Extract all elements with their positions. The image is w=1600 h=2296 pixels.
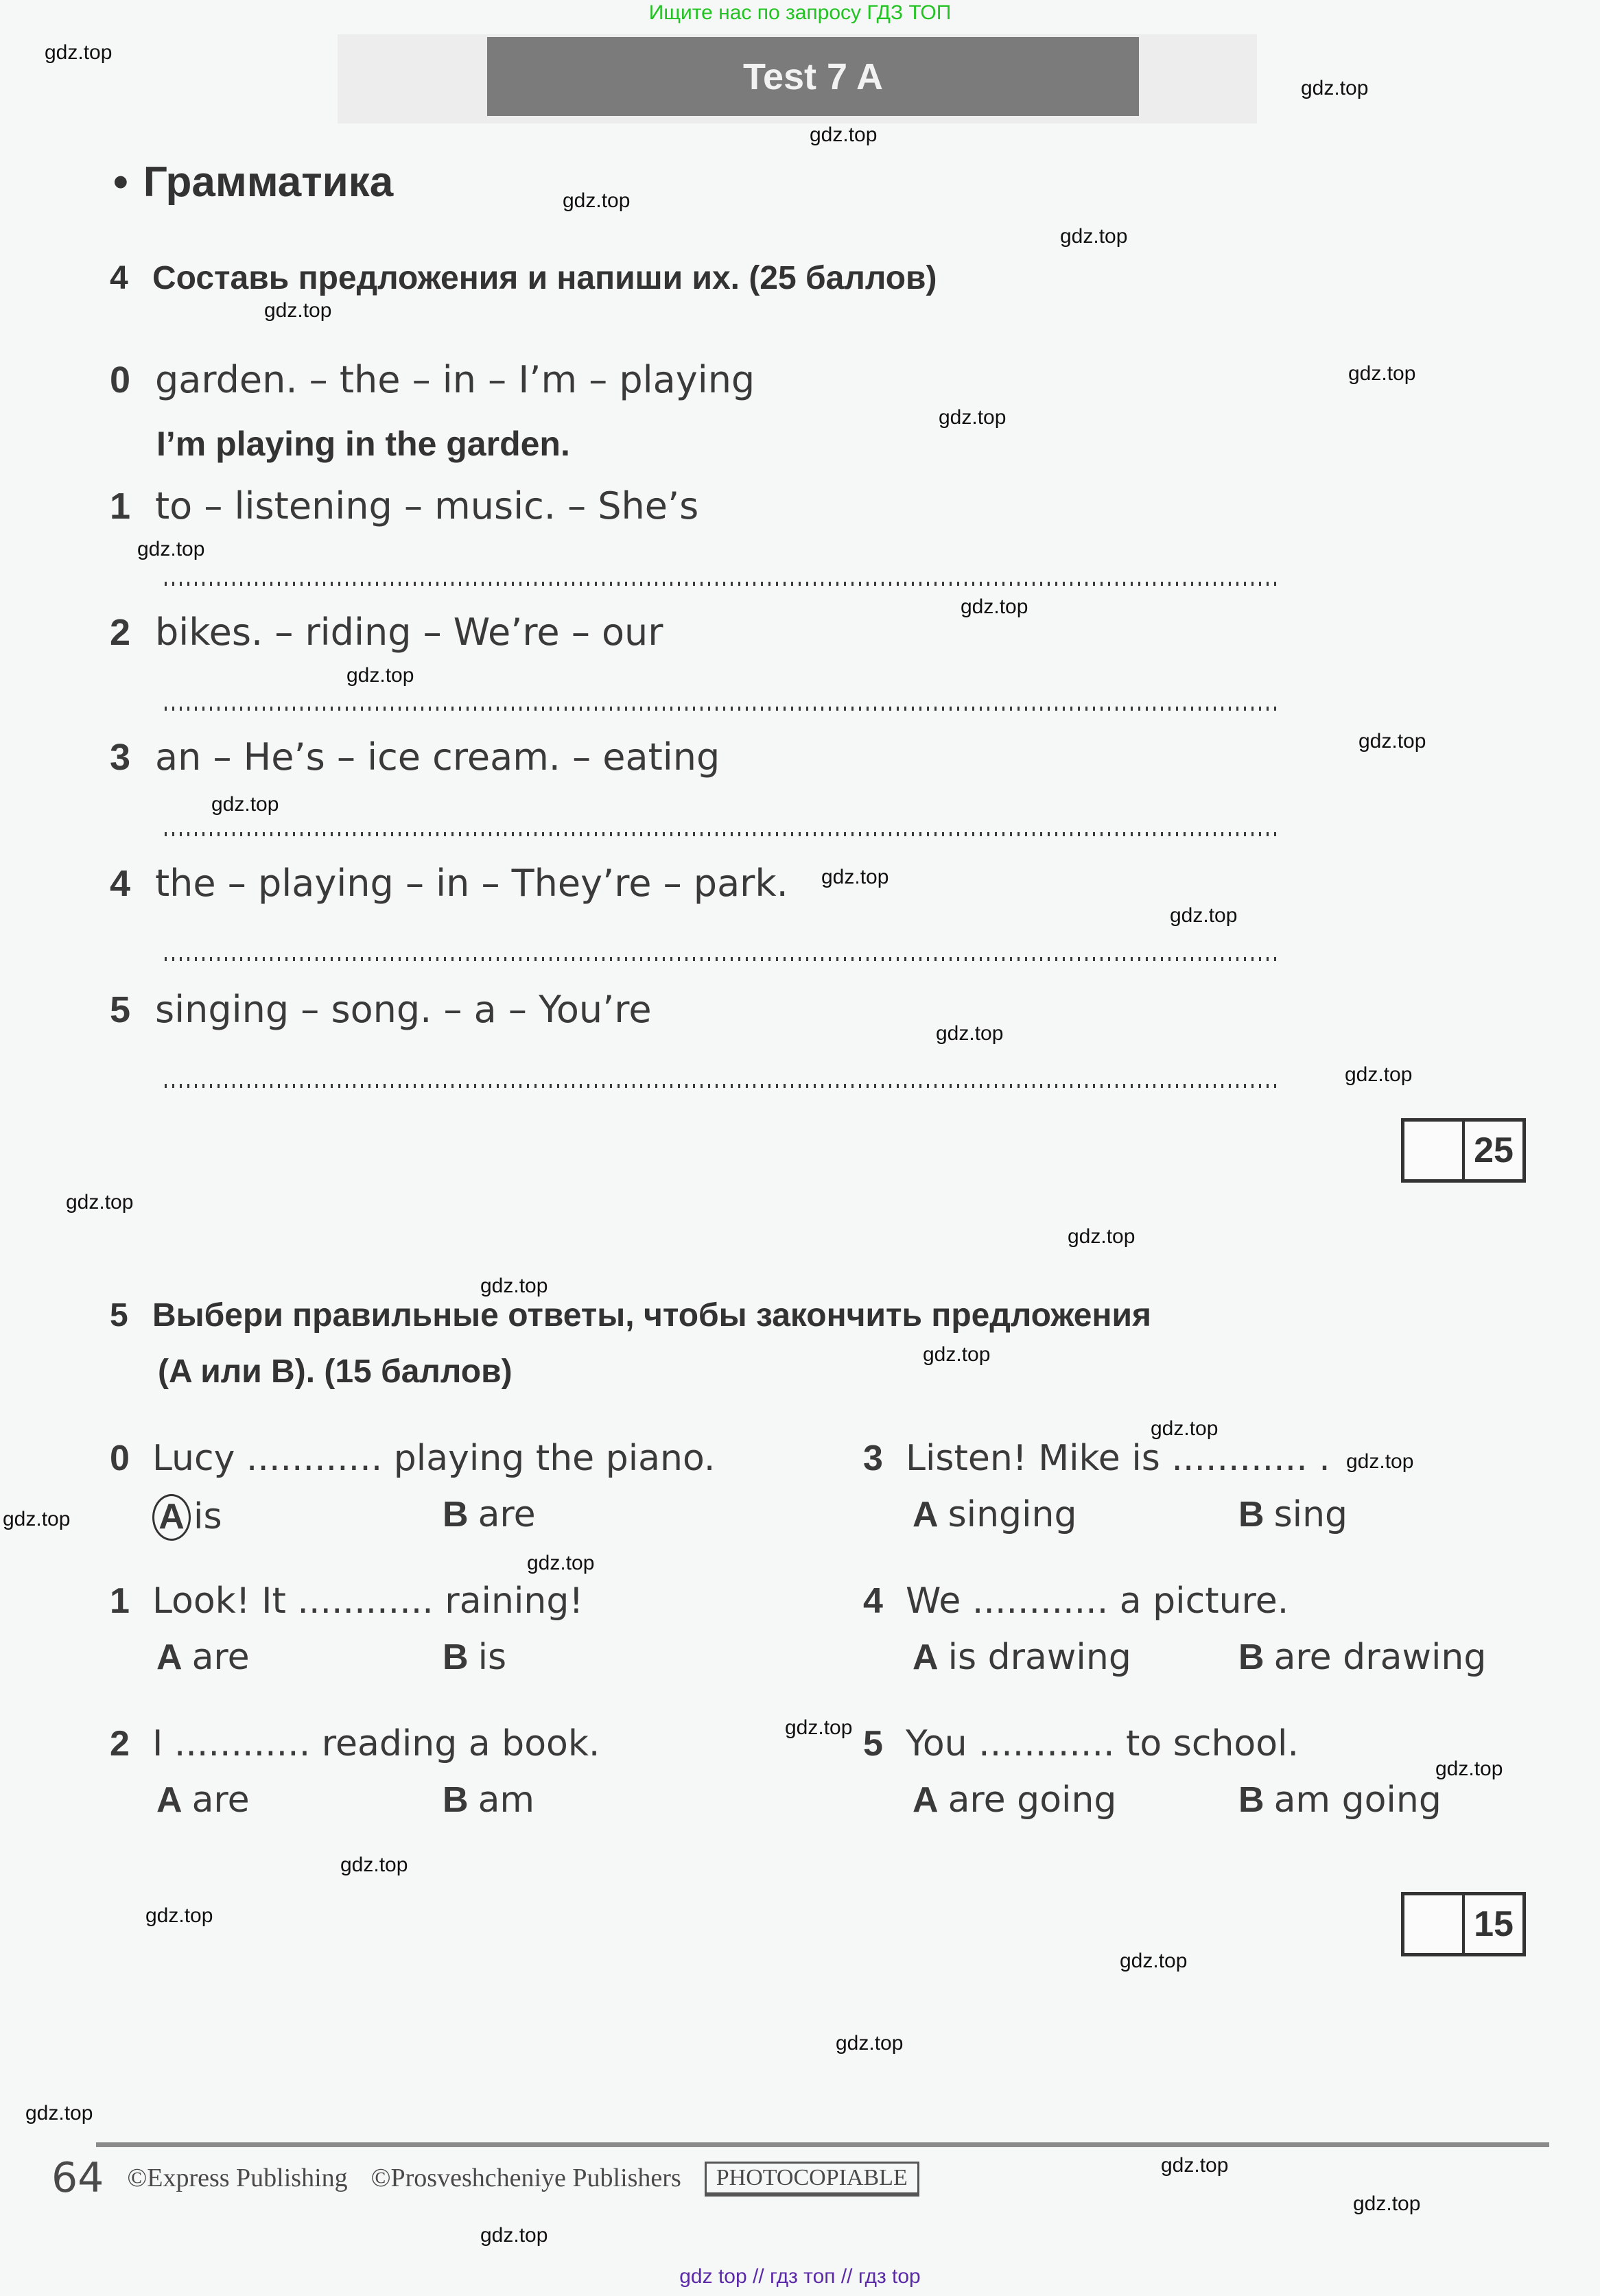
scrambled-words: to – listening – music. – She’s — [155, 484, 699, 528]
item-number: 2 — [110, 612, 131, 653]
section-title: Грамматика — [143, 158, 394, 206]
question-3 — [863, 1438, 1330, 1479]
watermark: gdz.top — [45, 41, 113, 64]
option-letter: B — [1238, 1780, 1264, 1820]
question-4-option-a[interactable] — [913, 1637, 1131, 1678]
watermark: gdz.top — [563, 189, 631, 212]
question-1-option-b[interactable] — [443, 1637, 506, 1678]
instruction-text: Выбери правильные ответы, чтобы закончить предложения — [152, 1297, 1151, 1334]
question-text: Look! It ............ raining! — [152, 1581, 584, 1622]
watermark: gdz.top — [264, 299, 332, 322]
option-letter: B — [1238, 1495, 1264, 1535]
option-letter: B — [443, 1780, 469, 1820]
option-text: is — [193, 1496, 222, 1537]
bullet-icon: • — [113, 158, 128, 206]
question-3-option-b[interactable] — [1238, 1494, 1348, 1535]
scrambled-words: garden. – the – in – I’m – playing — [155, 358, 755, 401]
example-answer: I’m playing in the garden. — [156, 425, 570, 463]
page-number: 64 — [51, 2154, 104, 2202]
question-1 — [110, 1581, 583, 1622]
watermark: gdz.top — [527, 1552, 595, 1574]
option-text: are going — [948, 1779, 1117, 1821]
score-box-exercise-4 — [1401, 1118, 1526, 1183]
question-3-option-a[interactable] — [913, 1494, 1077, 1535]
question-number: 3 — [863, 1439, 883, 1478]
option-text: is drawing — [948, 1637, 1131, 1678]
watermark: gdz.top — [1161, 2154, 1229, 2177]
question-number: 4 — [863, 1581, 883, 1621]
publisher-express: ©Express Publishing — [127, 2164, 348, 2192]
watermark: gdz.top — [1346, 1450, 1414, 1473]
score-total: 25 — [1462, 1122, 1522, 1179]
watermark: gdz.top — [1353, 2192, 1421, 2215]
search-banner[interactable]: Ищите нас по запросу ГДЗ ТОП — [648, 1, 952, 24]
exercise-4-item-0 — [110, 358, 755, 401]
watermark: gdz.top — [1120, 1950, 1188, 1972]
option-letter: A — [156, 1780, 183, 1820]
option-text: am going — [1273, 1779, 1442, 1821]
watermark: gdz.top — [1345, 1063, 1413, 1086]
watermark: gdz.top — [961, 595, 1028, 618]
answer-line-1[interactable] — [165, 582, 1280, 586]
question-1-option-a[interactable] — [156, 1637, 250, 1678]
section-heading — [113, 158, 393, 206]
item-number: 5 — [110, 989, 131, 1030]
question-number: 2 — [110, 1724, 130, 1764]
watermark: gdz.top — [1060, 225, 1128, 248]
option-letter: B — [443, 1637, 469, 1677]
question-5-option-b[interactable] — [1238, 1779, 1442, 1821]
watermark: gdz.top — [66, 1191, 134, 1214]
answer-line-5[interactable] — [165, 1084, 1280, 1088]
watermark: gdz.top — [3, 1508, 71, 1530]
option-text: is — [478, 1637, 507, 1678]
instruction-text: Составь предложения и напиши их. (25 баллов) — [152, 260, 937, 296]
question-2-option-a[interactable] — [156, 1779, 250, 1821]
item-number: 0 — [110, 359, 131, 401]
watermark: gdz.top — [145, 1904, 213, 1927]
exercise-4-instruction — [110, 250, 937, 307]
exercise-5-instruction — [110, 1287, 1151, 1345]
answer-line-2[interactable] — [165, 707, 1280, 711]
watermark: gdz.top — [1301, 77, 1369, 99]
question-number: 0 — [110, 1439, 130, 1478]
question-text: Lucy ............ playing the piano. — [152, 1438, 716, 1479]
question-text: Listen! Mike is ............ . — [906, 1438, 1330, 1479]
watermark: gdz.top — [939, 406, 1007, 429]
exercise-4-item-5 — [110, 988, 652, 1031]
watermark: gdz.top — [1358, 730, 1426, 753]
watermark: gdz.top — [923, 1343, 991, 1366]
footer-divider — [96, 2142, 1549, 2147]
exercise-4-item-1 — [110, 484, 698, 528]
question-text: We ............ a picture. — [906, 1581, 1289, 1622]
question-0-option-a[interactable] — [152, 1494, 222, 1541]
exercise-4-item-3 — [110, 735, 720, 779]
watermark: gdz.top — [936, 1022, 1004, 1045]
scrambled-words: the – playing – in – They’re – park. — [155, 862, 788, 905]
question-number: 5 — [863, 1724, 883, 1764]
watermark: gdz.top — [821, 866, 889, 888]
option-text: am — [478, 1779, 535, 1821]
test-title: Test 7 A — [487, 37, 1139, 116]
option-text: are drawing — [1273, 1637, 1487, 1678]
page-footer — [51, 2154, 919, 2202]
question-0 — [110, 1438, 715, 1479]
watermark: gdz.top — [1151, 1417, 1219, 1440]
watermark: gdz.top — [480, 1275, 548, 1297]
scrambled-words: an – He’s – ice cream. – eating — [155, 735, 720, 779]
question-number: 1 — [110, 1581, 130, 1621]
question-text: You ............ to school. — [906, 1723, 1299, 1764]
option-letter: A — [913, 1637, 939, 1677]
watermark: gdz.top — [1435, 1757, 1503, 1780]
watermark: gdz.top — [211, 793, 279, 816]
watermark: gdz.top — [836, 2032, 904, 2055]
question-5 — [863, 1723, 1299, 1764]
option-letter: A — [156, 1637, 183, 1677]
exercise-4-item-4 — [110, 862, 788, 905]
watermark: gdz.top — [346, 664, 414, 687]
watermark: gdz.top — [137, 538, 205, 560]
scrambled-words: singing – song. – a – You’re — [155, 988, 652, 1031]
option-letter: A — [913, 1495, 939, 1535]
exercise-5-instruction-line2: (A или B). (15 баллов) — [158, 1353, 513, 1390]
option-letter: B — [1238, 1637, 1264, 1677]
option-text: are — [191, 1637, 250, 1678]
photocopiable-badge: PHOTOCOPIABLE — [705, 2162, 919, 2194]
question-5-option-a[interactable] — [913, 1779, 1116, 1821]
question-0-option-b[interactable] — [443, 1494, 536, 1535]
item-number: 1 — [110, 486, 131, 527]
watermark: gdz.top — [785, 1716, 853, 1739]
answer-line-3[interactable] — [165, 832, 1280, 836]
option-text: singing — [948, 1494, 1077, 1535]
exercise-4-item-2 — [110, 611, 663, 654]
option-letter: A — [913, 1780, 939, 1820]
exercise-number: 5 — [110, 1297, 128, 1334]
bottom-links[interactable]: gdz top // гдз топ // гдз top — [679, 2265, 921, 2288]
watermark: gdz.top — [1170, 904, 1238, 927]
question-4-option-b[interactable] — [1238, 1637, 1486, 1678]
item-number: 3 — [110, 737, 131, 778]
selected-option-circle: A — [152, 1494, 191, 1541]
publisher-prosveshcheniye: ©Prosveshcheniye Publishers — [370, 2164, 681, 2192]
score-total: 15 — [1462, 1895, 1522, 1953]
option-text: sing — [1273, 1494, 1348, 1535]
watermark: gdz.top — [480, 2224, 548, 2247]
watermark: gdz.top — [1348, 362, 1416, 385]
watermark: gdz.top — [810, 123, 878, 146]
item-number: 4 — [110, 863, 131, 904]
score-input-cell[interactable] — [1404, 1895, 1462, 1953]
scrambled-words: bikes. – riding – We’re – our — [155, 611, 663, 654]
score-input-cell[interactable] — [1404, 1122, 1462, 1179]
score-box-exercise-5 — [1401, 1892, 1526, 1956]
question-text: I ............ reading a book. — [152, 1723, 600, 1764]
option-text: are — [191, 1779, 250, 1821]
question-2-option-b[interactable] — [443, 1779, 534, 1821]
watermark: gdz.top — [25, 2102, 93, 2125]
question-4 — [863, 1581, 1289, 1622]
exercise-number: 4 — [110, 260, 128, 296]
watermark: gdz.top — [1068, 1225, 1136, 1248]
option-text: are — [478, 1494, 536, 1535]
answer-line-4[interactable] — [165, 957, 1280, 961]
watermark: gdz.top — [340, 1854, 408, 1876]
question-2 — [110, 1723, 600, 1764]
option-letter: B — [443, 1495, 469, 1535]
